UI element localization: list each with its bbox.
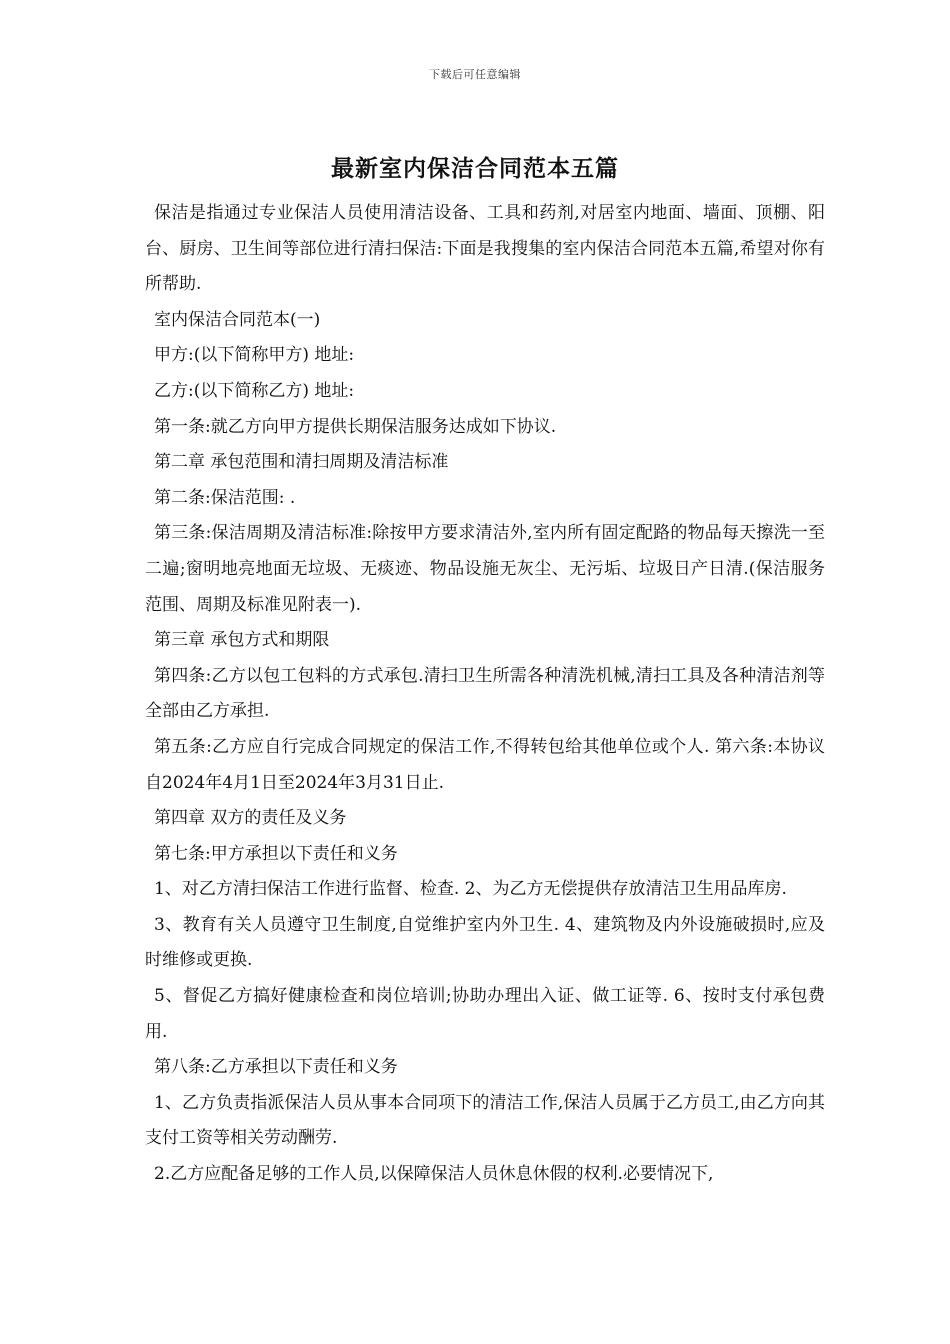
paragraph-chapter-4: 第四章 双方的责任及义务 — [154, 808, 347, 829]
paragraph-intro: 保洁是指通过专业保洁人员使用清洁设备、工具和药剂,对居室内地面、墙面、顶棚、阳台、厨房、卫生间等部位进行清扫保洁:下面是我搜集的室内保洁合同范本五篇,希望对你有所帮助. — [145, 203, 825, 295]
paragraph-contract-heading: 室内保洁合同范本(一) — [154, 309, 321, 330]
paragraph-article-3: 第三条:保洁周期及清洁标准:除按甲方要求清洁外,室内所有固定配路的物品每天擦洗一至二遍;窗明地亮地面无垃圾、无痰迹、物品设施无灰尘、无污垢、垃圾日产日清.(保洁服务范围、周期及标准见附表一). — [145, 523, 825, 615]
paragraph-duty-3-4: 3、教育有关人员遵守卫生制度,自觉维护室内外卫生. 4、建筑物及内外设施破损时,应及时维修或更换. — [145, 914, 825, 971]
paragraph-duty-5-6: 5、督促乙方搞好健康检查和岗位培训;协助办理出入证、做工证等. 6、按时支付承包费用. — [145, 986, 825, 1042]
paragraph-duty-b-2: 2.乙方应配备足够的工作人员,以保障保洁人员休息休假的权利.必要情况下, — [154, 1164, 714, 1185]
paragraph-party-b: 乙方:(以下简称乙方) 地址: — [154, 380, 355, 401]
document-title: 最新室内保洁合同范本五篇 — [331, 155, 619, 182]
paragraph-article-2: 第二条:保洁范围: . — [154, 487, 296, 508]
paragraph-article-7: 第七条:甲方承担以下责任和义务 — [154, 843, 398, 864]
paragraph-chapter-3: 第三章 承包方式和期限 — [154, 630, 330, 651]
paragraph-article-4: 第四条:乙方以包工包料的方式承包.清扫卫生所需各种清洗机械,清扫工具及各种清洁剂等全部由乙方承担. — [145, 665, 825, 722]
paragraph-party-a: 甲方:(以下简称甲方) 地址: — [154, 345, 355, 366]
document-body — [145, 196, 825, 1193]
header-note: 下载后可任意编辑 — [429, 68, 521, 81]
paragraph-article-5-6: 第五条:乙方应自行完成合同规定的保洁工作,不得转包给其他单位或个人. 第六条:本协议自2024年4月1日至2024年3月31日止. — [145, 736, 825, 793]
paragraph-article-8: 第八条:乙方承担以下责任和义务 — [154, 1057, 398, 1078]
paragraph-duty-1-2: 1、对乙方清扫保洁工作进行监督、检查. 2、为乙方无偿提供存放清洁卫生用品库房. — [154, 879, 787, 900]
paragraph-duty-b-1: 1、乙方负责指派保洁人员从事本合同项下的清洁工作,保洁人员属于乙方员工,由乙方向其支付工资等相关劳动酬劳. — [145, 1092, 825, 1149]
paragraph-chapter-2: 第二章 承包范围和清扫周期及清洁标准 — [154, 452, 449, 473]
paragraph-article-1: 第一条:就乙方向甲方提供长期保洁服务达成如下协议. — [154, 416, 557, 437]
